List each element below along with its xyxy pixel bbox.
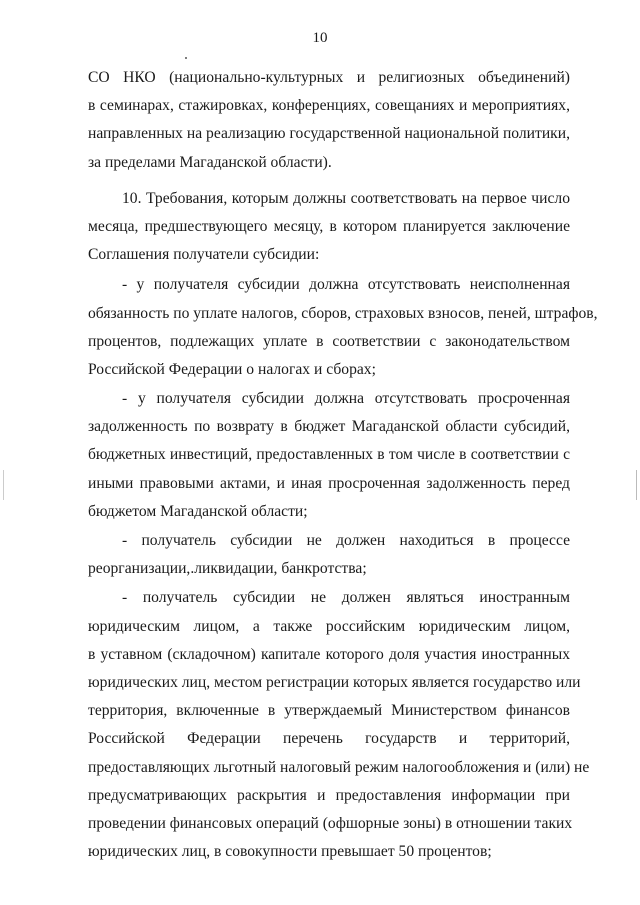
text-line: - у получателя субсидии должна отсутствовать неисполненная	[122, 276, 570, 294]
text-line: Соглашения получатели субсидии:	[88, 246, 320, 264]
text-line: направленных на реализацию государственной национальной политики,	[88, 125, 570, 143]
text-line: реорганизации,.ликвидации, банкротства;	[88, 560, 367, 578]
text-line: задолженность по возврату в бюджет Магаданской области субсидий,	[88, 418, 570, 436]
text-line: бюджетных инвестиций, предоставленных в том числе в соответствии с	[88, 446, 570, 464]
paragraph-bullet	[88, 584, 590, 866]
scan-speck	[185, 57, 187, 59]
text-line: в семинарах, стажировках, конференциях, совещаниях и мероприятиях,	[88, 97, 570, 115]
text-line: за пределами Магаданской области).	[88, 153, 332, 171]
text-line: процентов, подлежащих уплате в соответствии с законодательством	[88, 332, 570, 350]
text-line: территория, включенные в утверждаемый Министерством финансов	[88, 702, 570, 720]
text-line: предоставляющих льготный налоговый режим налогообложения и (или) не	[88, 758, 590, 776]
page-number: 10	[312, 30, 328, 46]
text-line: иными правовыми актами, и иная просроченная задолженность перед	[88, 474, 570, 492]
text-line: юридических лиц, местом регистрации которых является государство или	[88, 673, 581, 691]
text-line: Российской Федерации о налогах и сборах;	[88, 360, 376, 378]
paragraph-bullet	[88, 527, 570, 583]
text-line: месяца, предшествующего месяцу, в котором планируется заключение	[88, 217, 570, 235]
text-line: в уставном (складочном) капитале которого доля участия иностранных	[88, 645, 570, 663]
text-line: проведении финансовых операций (офшорные зоны) в отношении таких	[88, 814, 573, 832]
text-line: - у получателя субсидии должна отсутствовать просроченная	[122, 390, 570, 408]
text-line: - получатель субсидии не должен находиться в процессе	[122, 532, 570, 549]
body-text	[88, 64, 598, 866]
paragraph-bullet	[88, 271, 598, 384]
text-line: СО НКО (национально-культурных и религиозных объединений)	[88, 69, 570, 86]
text-line: бюджетом Магаданской области;	[88, 502, 308, 520]
scan-edge-mark-right	[636, 470, 637, 500]
text-line: предусматривающих раскрытия и предоставления информации при	[88, 786, 570, 804]
paragraph-bullet	[88, 385, 570, 526]
paragraph-item-10	[88, 185, 570, 270]
text-line: юридическим лицом, а также российским юридическим лицом,	[88, 617, 570, 635]
text-line: юридических лиц, в совокупности превышает 50 процентов;	[88, 843, 492, 861]
text-line: 10. Требования, которым должны соответствовать на первое число	[122, 189, 570, 207]
text-line: - получатель субсидии не должен являться иностранным	[122, 589, 570, 607]
scan-edge-mark-left	[3, 470, 4, 500]
text-line: Российской Федерации перечень государств и территорий,	[88, 730, 570, 748]
paragraph-continuation	[88, 64, 570, 177]
text-line: обязанность по уплате налогов, сборов, страховых взносов, пеней, штрафов,	[88, 304, 598, 322]
